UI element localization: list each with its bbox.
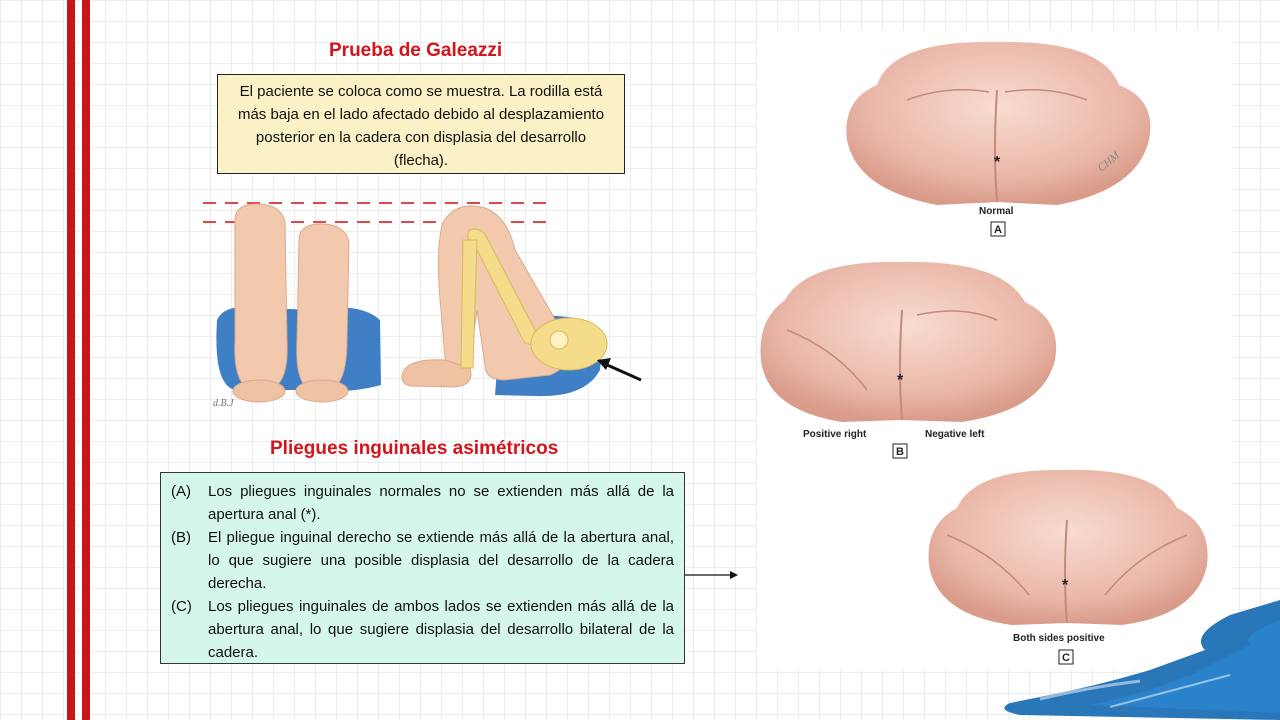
asterisk-a: * <box>994 154 1001 171</box>
item-letter: (A) <box>171 483 191 500</box>
right-foot <box>296 380 348 402</box>
red-stripe-right <box>82 0 90 720</box>
letter-c: C <box>1062 652 1070 664</box>
panel-a-signature: CHM <box>1095 149 1123 175</box>
caption-both-sides: Both sides positive <box>1013 633 1105 644</box>
galeazzi-title: Prueba de Galeazzi <box>329 40 503 61</box>
buttocks-a <box>846 42 1150 205</box>
decorative-brush-stroke <box>990 595 1280 720</box>
item-text: Los pliegues inguinales normales no se extienden más allá de la apertura anal (*). <box>208 483 674 523</box>
asterisk-b: * <box>897 372 904 389</box>
item-text: Los pliegues inguinales de ambos lados se extienden más allá de la abertura anal, lo que sugiere displasia del desarrollo bilateral de la cadera. <box>208 598 674 661</box>
tibia-bone <box>461 240 477 368</box>
right-leg <box>297 224 349 388</box>
caption-normal: Normal <box>979 206 1014 217</box>
artist-signature: d.B.J <box>213 398 234 409</box>
caption-negative-left: Negative left <box>925 429 985 440</box>
inguinal-title: Pliegues inguinales asimétricos <box>270 438 559 459</box>
item-text: El pliegue inguinal derecho se extiende más allá de la abertura anal, lo que sugiere una posible displasia del desarrollo de la cadera derecha. <box>208 529 674 592</box>
hip-joint <box>550 331 568 349</box>
letter-b: B <box>896 446 904 458</box>
inguinal-folds-illustration <box>757 30 1232 670</box>
galeazzi-illustration <box>195 190 650 412</box>
list-item-a <box>171 480 674 526</box>
left-leg <box>235 204 287 388</box>
pelvis-bone <box>531 318 607 370</box>
item-letter: (C) <box>171 598 192 615</box>
list-item-c <box>171 595 674 664</box>
item-letter: (B) <box>171 529 191 546</box>
inguinal-description-box <box>160 472 685 664</box>
letter-a: A <box>994 224 1002 236</box>
left-foot <box>233 380 285 402</box>
list-item-b <box>171 526 674 595</box>
arrow-shaft <box>605 364 641 380</box>
red-stripe-left <box>67 0 75 720</box>
arrow-right-icon <box>685 565 740 585</box>
asterisk-c: * <box>1062 577 1069 594</box>
galeazzi-description: El paciente se coloca como se muestra. La rodilla está más baja en el lado afectado debido al desplazamiento posterior en la cadera con displasia del desarrollo (flecha). <box>217 74 625 174</box>
caption-positive-right: Positive right <box>803 429 867 440</box>
